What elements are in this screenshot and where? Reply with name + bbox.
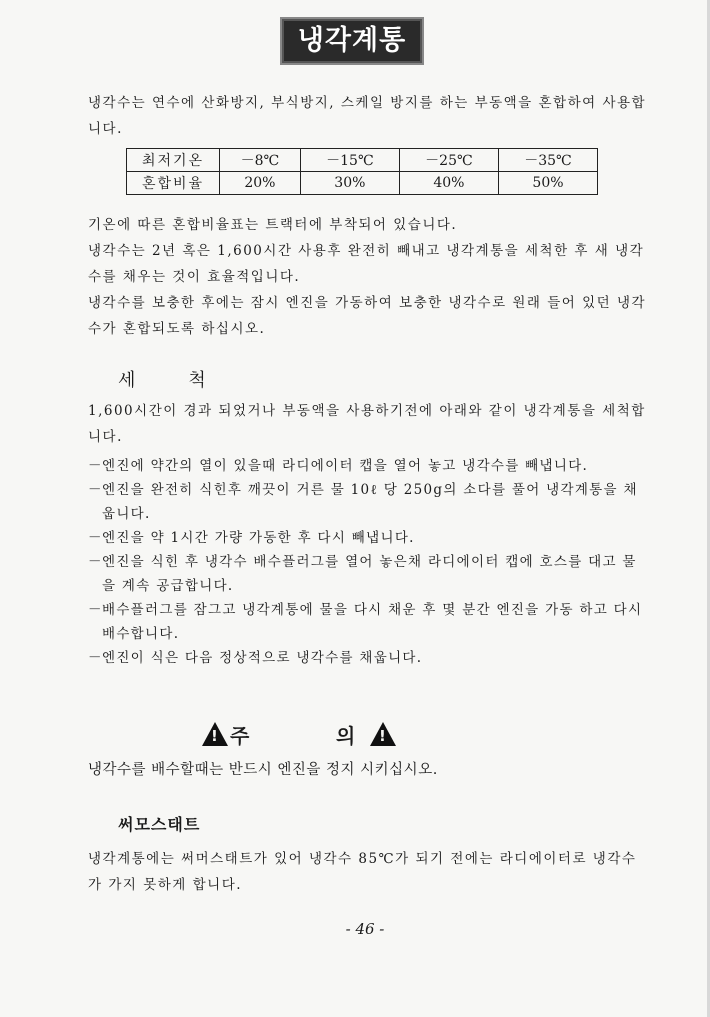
bullet-dash: － <box>88 554 103 570</box>
table-cell: 50% <box>498 172 597 195</box>
list-item <box>88 526 648 550</box>
wash-intro <box>88 398 648 450</box>
table-cell: －35℃ <box>498 149 597 172</box>
paragraph: 냉각수를 보충한 후에는 잠시 엔진을 가동하여 보충한 냉각수로 원래 들어 있던 냉각수가 혼합되도록 하십시오. <box>88 295 647 337</box>
warning-triangle-icon <box>202 722 228 746</box>
wash-heading-char: 척 <box>188 370 207 391</box>
wash-heading <box>118 366 207 392</box>
thermostat-text: 냉각계통에는 써머스태트가 있어 냉각수 85℃가 되기 전에는 라디에이터로 냉각수가 가지 못하게 합니다. <box>88 851 637 893</box>
list-item <box>88 454 648 478</box>
list-item <box>88 646 648 670</box>
table-cell: －8℃ <box>220 149 301 172</box>
step-text: 엔진이 식은 다음 정상적으로 냉각수를 채웁니다. <box>102 650 423 666</box>
table-cell: 20% <box>220 172 301 195</box>
paragraph: 기온에 따른 혼합비율표는 트랙터에 부착되어 있습니다. <box>88 217 458 233</box>
intro-paragraph <box>88 90 648 142</box>
table-cell: 30% <box>300 172 399 195</box>
table-cell: 40% <box>399 172 498 195</box>
step-text: 배수플러그를 잠그고 냉각계통에 물을 다시 채운 후 몇 분간 엔진을 가동 하고 다시 배수합니다. <box>102 602 643 642</box>
caution-heading <box>200 718 400 750</box>
caution-text: 냉각수를 배수할때는 반드시 엔진을 정지 시키십시오. <box>88 762 438 778</box>
thermostat-heading: 써모스태트 <box>118 815 201 834</box>
page-number: - 46 - <box>345 920 385 938</box>
table-row <box>127 149 598 172</box>
bullet-dash: － <box>88 650 103 666</box>
step-text: 엔진을 식힌 후 냉각수 배수플러그를 열어 놓은채 라디에이터 캡에 호스를 대고 물을 계속 공급합니다. <box>102 554 637 594</box>
bullet-dash: － <box>88 482 103 498</box>
table-row <box>127 172 598 195</box>
table-cell: －15℃ <box>300 149 399 172</box>
body-paragraphs <box>88 212 648 342</box>
paragraph: 냉각수는 2년 혹은 1,600시간 사용후 완전히 빼내고 냉각계통을 세척한 후 새 냉각수를 채우는 것이 효율적입니다. <box>88 243 645 285</box>
page-title: 냉각계통 <box>280 17 424 65</box>
thermostat-paragraph <box>88 846 648 898</box>
table-cell: －25℃ <box>399 149 498 172</box>
caution-char: 의 <box>336 724 356 748</box>
caution-char: 주 <box>230 724 250 748</box>
warning-triangle-icon <box>370 722 396 746</box>
bullet-dash: － <box>88 530 103 546</box>
intro-text: 냉각수는 연수에 산화방지, 부식방지, 스케일 방지를 하는 부동액을 혼합하여 사용합니다. <box>88 95 647 137</box>
step-text: 엔진을 약 1시간 가량 가동한 후 다시 빼냅니다. <box>102 530 415 546</box>
step-text: 엔진에 약간의 열이 있을때 라디에이터 캡을 열어 놓고 냉각수를 빼냅니다. <box>102 458 589 474</box>
row-header-mix-ratio: 혼합비율 <box>127 172 220 195</box>
wash-steps-list <box>88 454 648 670</box>
mixing-ratio-table <box>126 148 598 195</box>
step-text: 엔진을 완전히 식힌후 깨끗이 거른 물 10ℓ 당 250g의 소다를 풀어 냉각계통을 채웁니다. <box>102 482 638 522</box>
bullet-dash: － <box>88 458 103 474</box>
list-item <box>88 478 648 526</box>
row-header-min-temp: 최저기온 <box>127 149 220 172</box>
list-item <box>88 550 648 598</box>
list-item <box>88 598 648 646</box>
wash-intro-text: 1,600시간이 경과 되었거나 부동액을 사용하기전에 아래와 같이 냉각계통을 세척합니다. <box>88 403 646 445</box>
bullet-dash: － <box>88 602 103 618</box>
wash-heading-char: 세 <box>118 370 137 391</box>
